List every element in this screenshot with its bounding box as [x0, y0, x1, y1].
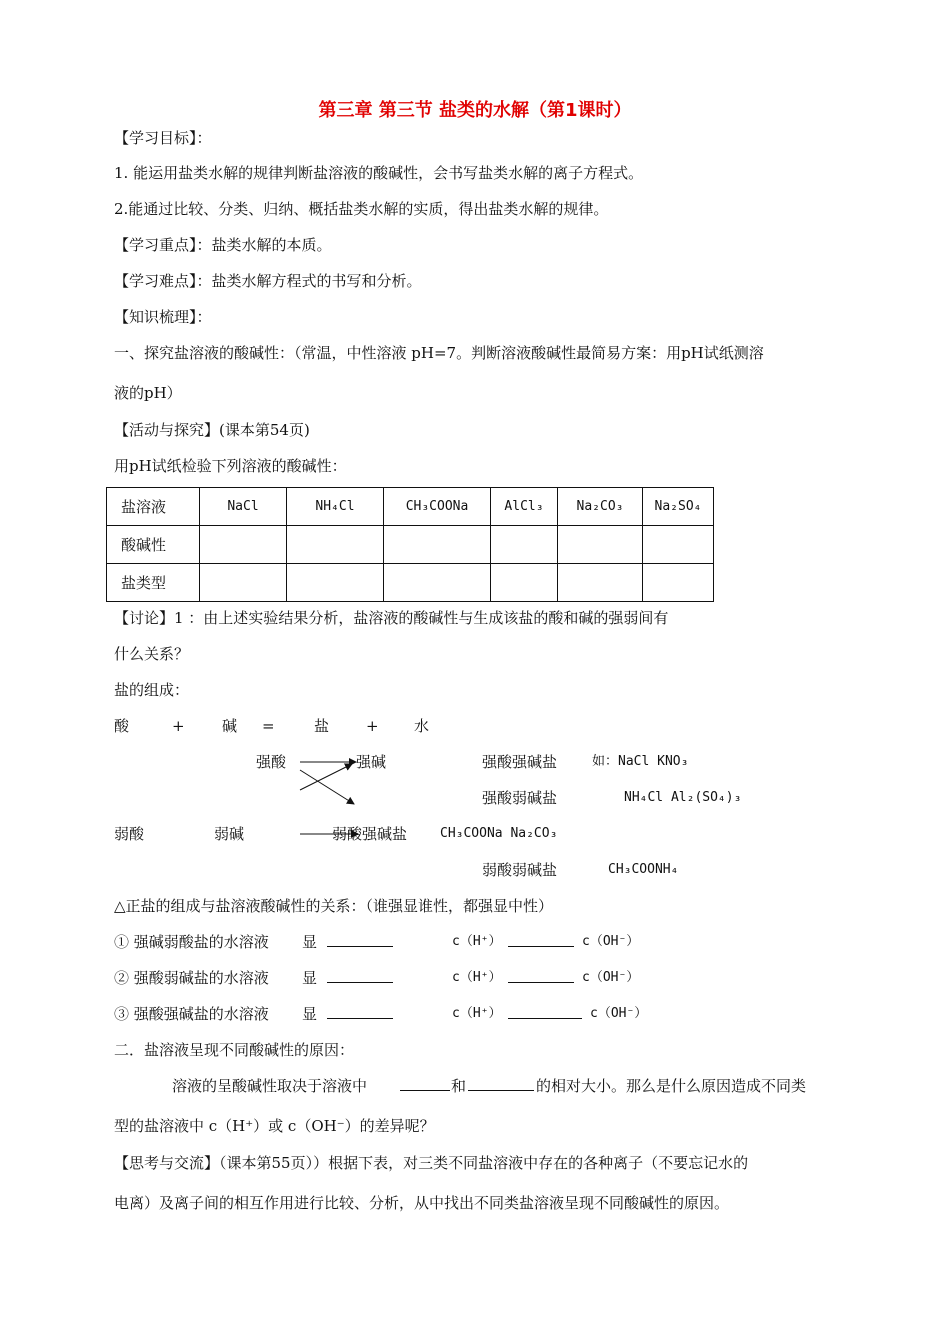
eq-base: 碱: [222, 717, 238, 735]
row-header: 盐类型: [107, 564, 200, 602]
knowledge-header: 【知识梳理】：: [114, 308, 212, 326]
difficulty: 【学习难点】：盐类水解方程式的书写和分析。: [114, 272, 422, 290]
eq-plus: +: [172, 717, 185, 735]
arrow-line: [300, 770, 354, 804]
answer-blank[interactable]: [508, 1004, 582, 1019]
key-point: 【学习重点】：盐类水解的本质。: [114, 236, 332, 254]
category-strong-strong: 强酸强碱盐: [482, 753, 558, 771]
category-example: CH₃COONa Na₂CO₃: [440, 826, 558, 841]
relation-coh: c（OH⁻）: [582, 970, 640, 985]
relation-ch: c（H⁺）: [452, 934, 502, 949]
answer-blank[interactable]: [508, 968, 574, 983]
answer-blank[interactable]: [327, 1004, 393, 1019]
row-header: 盐溶液: [107, 488, 200, 526]
discussion-line2: 什么关系？: [114, 645, 190, 663]
section2-text-a: 溶液的呈酸碱性取决于溶液中: [172, 1077, 368, 1095]
weak-base: 弱碱: [214, 825, 245, 843]
strong-base: 强碱: [356, 753, 387, 771]
section2-text-c: 的相对大小。那么是什么原因造成不同类: [536, 1077, 807, 1095]
activity-heading: 【活动与探究】(课本第54页): [114, 421, 310, 439]
strong-acid: 强酸: [256, 753, 287, 771]
relation-line: △正盐的组成与盐溶液酸碱性的关系：（谁强显谁性，都强显中性）: [114, 897, 554, 915]
think-line1: 【思考与交流】（课本第55页））根据下表，对三类不同盐溶液中存在的各种离子（不要忘记水的: [114, 1154, 749, 1172]
relation-coh: c（OH⁻）: [590, 1006, 648, 1021]
category-example: 如：NaCl KNO₃: [592, 754, 689, 769]
answer-blank[interactable]: [327, 932, 393, 947]
relation-show: 显: [302, 1005, 318, 1023]
answer-blank[interactable]: [400, 1076, 450, 1091]
category-weak-weak: 弱酸弱碱盐: [482, 861, 558, 879]
eq-salt: 盐: [314, 717, 330, 735]
relation-show: 显: [302, 969, 318, 987]
table-cell: Na₂CO₃: [558, 488, 643, 526]
eq-equals: =: [262, 717, 275, 735]
weak-acid: 弱酸: [114, 825, 145, 843]
relation-label: ① 强碱弱酸盐的水溶液: [114, 933, 269, 951]
section1-line1: 一、探究盐溶液的酸碱性：（常温，中性溶液 pH=7。判断溶液酸碱性最简易方案：用pH试纸测溶: [114, 344, 764, 362]
section1-line2: 液的pH）: [114, 384, 182, 402]
activity-instruction: 用pH试纸检验下列溶液的酸碱性：: [114, 457, 347, 475]
discussion-line1: 【讨论】1 ：由上述实验结果分析，盐溶液的酸碱性与生成该盐的酸和碱的强弱间有: [114, 609, 669, 627]
table-cell: CH₃COONa: [384, 488, 491, 526]
salt-composition-label: 盐的组成：: [114, 681, 190, 699]
category-example: CH₃COONH₄: [608, 862, 679, 877]
objective-1: 1. 能运用盐类水解的规律判断盐溶液的酸碱性，会书写盐类水解的离子方程式。: [114, 164, 644, 182]
table-cell: AlCl₃: [491, 488, 558, 526]
table-cell: Na₂SO₄: [643, 488, 714, 526]
category-strong-acid-weak-base: 强酸弱碱盐: [482, 789, 558, 807]
table-cell: NH₄Cl: [287, 488, 384, 526]
category-example: NH₄Cl Al₂(SO₄)₃: [624, 790, 742, 805]
section2-text-2: 型的盐溶液中 c（H⁺）或 c（OH⁻）的差异呢？: [114, 1117, 435, 1135]
row-header: 酸碱性: [107, 526, 200, 564]
answer-blank[interactable]: [327, 968, 393, 983]
answer-blank[interactable]: [468, 1076, 534, 1091]
eq-acid: 酸: [114, 717, 130, 735]
relation-show: 显: [302, 933, 318, 951]
objective-2: 2.能通过比较、分类、归纳、概括盐类水解的实质，得出盐类水解的规律。: [114, 200, 609, 218]
eq-water: 水: [414, 717, 430, 735]
answer-blank[interactable]: [508, 932, 574, 947]
page-title: 第三章 第三节 盐类的水解（第1课时）: [318, 100, 632, 121]
objectives-header: 【学习目标】：: [114, 129, 212, 147]
eq-plus: +: [366, 717, 379, 735]
category-weak-acid-strong-base: 弱酸强碱盐: [332, 825, 408, 843]
relation-coh: c（OH⁻）: [582, 934, 640, 949]
relation-label: ③ 强酸强碱盐的水溶液: [114, 1005, 269, 1023]
think-line2: 电离）及离子间的相互作用进行比较、分析，从中找出不同类盐溶液呈现不同酸碱性的原因。: [114, 1194, 730, 1212]
relation-label: ② 强酸弱碱盐的水溶液: [114, 969, 269, 987]
table-cell: NaCl: [200, 488, 287, 526]
relation-ch: c（H⁺）: [452, 1006, 502, 1021]
section2-header: 二．盐溶液呈现不同酸碱性的原因：: [114, 1041, 355, 1059]
section2-text-b: 和: [451, 1077, 467, 1095]
relation-ch: c（H⁺）: [452, 970, 502, 985]
